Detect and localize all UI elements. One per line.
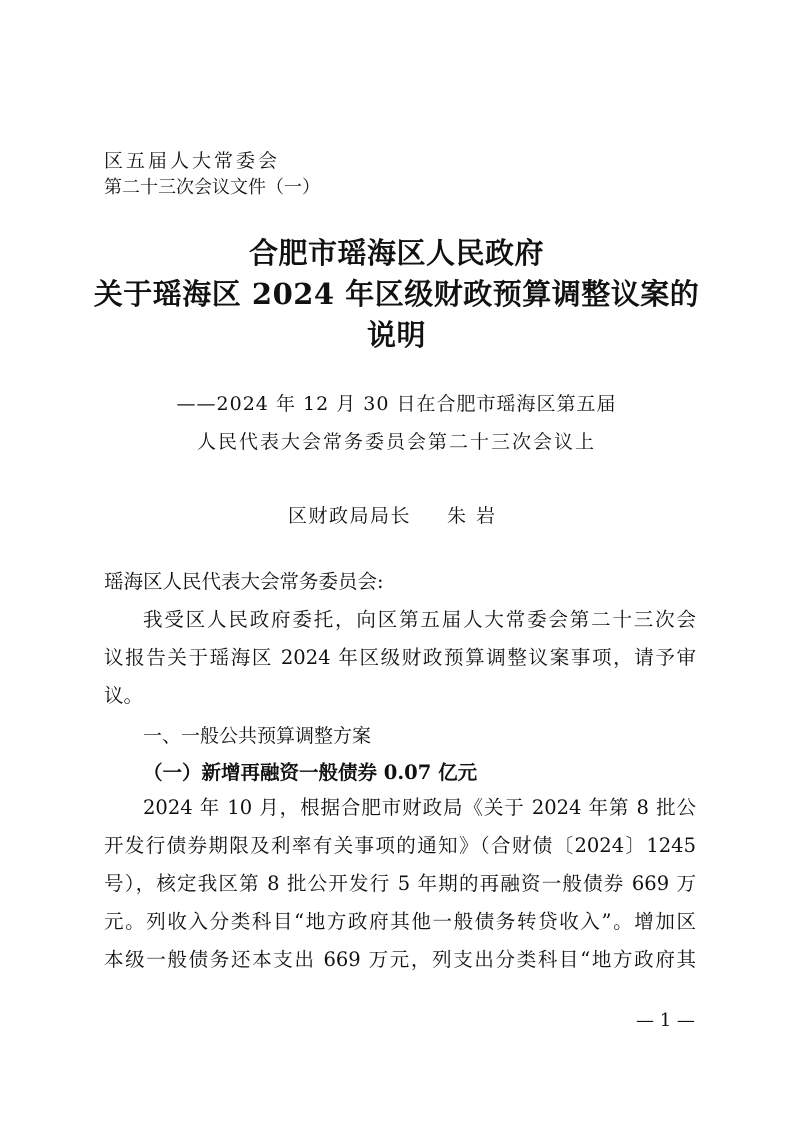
document-subtitle-line-1: ——2024 年 12 月 30 日在合肥市瑶海区第五届 [176,393,617,415]
document-title-line-3: 说明 [366,318,426,352]
paragraph-line: 议。 [104,684,144,707]
paragraph-line: 我受区人民政府委托，向区第五届人大常委会第二十三次会 [143,608,696,631]
paragraph-line: 本级一般债务还本支出 669 万元，列支出分类科目“地方政府其 [104,948,696,971]
subsection-heading: （一）新增再融资一般债券 0.07 亿元 [143,761,478,784]
paragraph-line: 2024 年 10 月，根据合肥市财政局《关于 2024 年第 8 批公 [143,796,696,819]
section-heading: 一、一般公共预算调整方案 [143,725,372,747]
speaker-name: 朱岩 [447,505,506,527]
paragraph-line: 号），核定我区第 8 批公开发行 5 年期的再融资一般债券 669 万 [104,872,696,895]
paragraph-line: 开发行债券期限及利率有关事项的通知》（合财债〔2024〕1245 [104,834,696,857]
salutation: 瑶海区人民代表大会常务委员会: [104,570,384,593]
paragraph-line: 议报告关于瑶海区 2024 年区级财政预算调整议案事项，请予审 [104,646,696,669]
document-title-line-1: 合肥市瑶海区人民政府 [248,236,544,270]
document-title-line-2: 关于瑶海区 2024 年区级财政预算调整议案的 [93,277,700,311]
document-header-session: 第二十三次会议文件（一） [104,177,320,198]
document-header-committee: 区五届人大常委会 [104,150,281,172]
speaker-role: 区财政局局长 [287,505,411,527]
document-subtitle-line-2: 人民代表大会常务委员会第二十三次会议上 [196,431,596,453]
paragraph-line: 元。列收入分类科目“地方政府其他一般债务转贷收入”。增加区 [104,910,696,933]
speaker-line [0,501,793,528]
page-number: — 1 — [636,1010,695,1031]
